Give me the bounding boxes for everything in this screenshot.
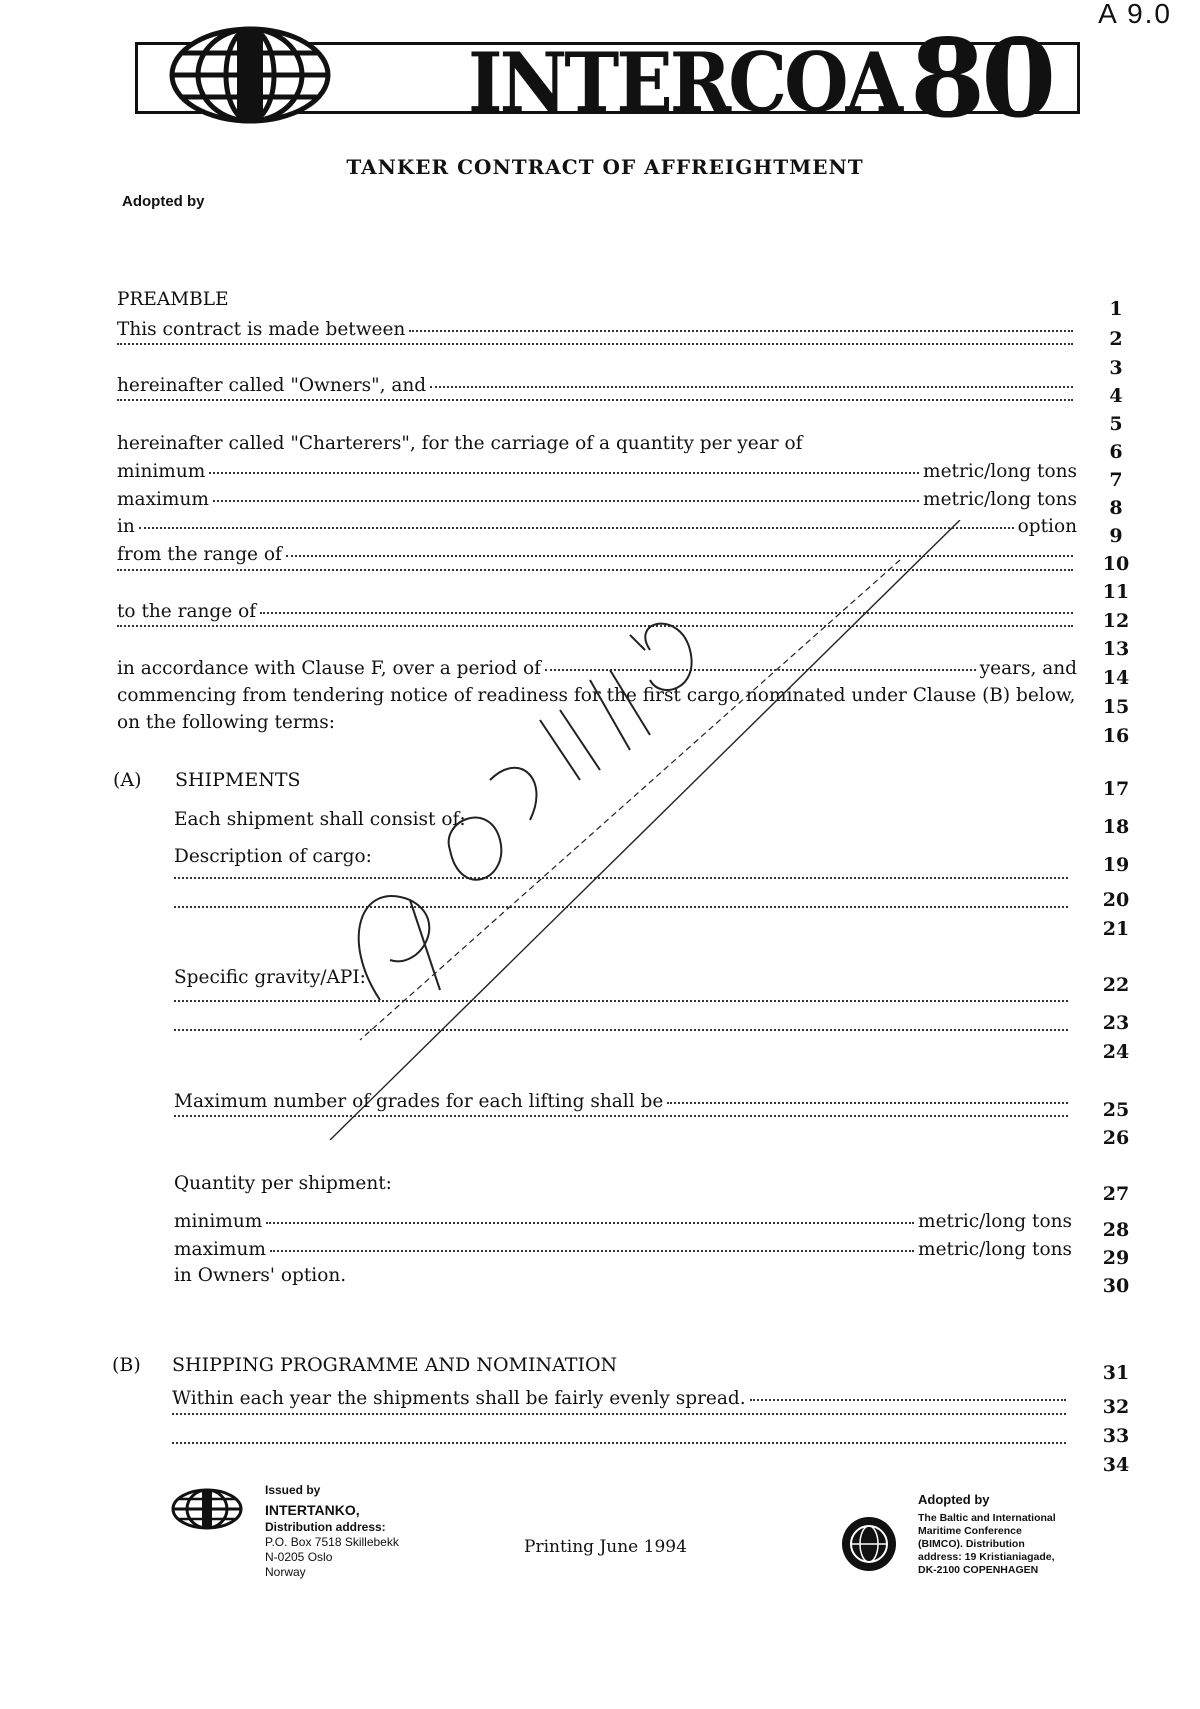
line-number: 13 xyxy=(1102,638,1130,660)
from-range-line: from the range of xyxy=(117,543,1077,567)
section-b-label: (B) xyxy=(112,1354,141,1376)
blank-line xyxy=(117,346,1077,348)
qty-maximum-line: maximum metric/long tons xyxy=(174,1239,1072,1260)
section-a-heading: SHIPMENTS xyxy=(175,769,301,791)
page-title: TANKER CONTRACT OF AFFREIGHTMENT xyxy=(346,155,864,179)
line-number: 17 xyxy=(1102,778,1130,800)
max-grades-line: Maximum number of grades for each lifting shall be xyxy=(174,1090,1072,1114)
bimco-line: The Baltic and International xyxy=(918,1512,1056,1524)
address-line: N-0205 Oslo xyxy=(265,1550,333,1564)
line-number: 24 xyxy=(1102,1041,1130,1063)
globe-logo-icon xyxy=(155,25,345,125)
line-number: 28 xyxy=(1102,1219,1130,1241)
line-number: 27 xyxy=(1102,1183,1130,1205)
brand-name: INTERCOA xyxy=(468,36,900,131)
intertanko-globe-icon xyxy=(170,1488,245,1530)
line-number: 12 xyxy=(1102,610,1130,632)
adopted-by-label: Adopted by xyxy=(122,193,205,210)
line-number: 31 xyxy=(1102,1362,1130,1384)
commencing-line: commencing from tendering notice of readiness for the first cargo nominated under Clause (B) below, xyxy=(117,685,1076,706)
owners-line: hereinafter called "Owners", and xyxy=(117,374,1077,398)
line-number: 23 xyxy=(1102,1012,1130,1034)
bimco-seal-icon xyxy=(840,1515,898,1573)
blank-line xyxy=(172,1416,1070,1418)
line-number: 16 xyxy=(1102,725,1130,747)
archive-scribble-icon xyxy=(300,520,1000,1140)
line-number: 4 xyxy=(1109,385,1123,407)
line-number: 1 xyxy=(1109,298,1123,320)
period-line: in accordance with Clause F, over a period of years, and xyxy=(117,658,1077,679)
quantity-line: Quantity per shipment: xyxy=(174,1173,392,1194)
address-line: P.O. Box 7518 Skillebekk xyxy=(265,1535,399,1549)
line-number: 5 xyxy=(1109,413,1123,435)
line-number: 11 xyxy=(1102,581,1130,603)
line-number: 6 xyxy=(1109,441,1123,463)
line-number: 10 xyxy=(1102,553,1130,575)
line-number: 2 xyxy=(1109,328,1123,350)
line-number: 19 xyxy=(1102,854,1130,876)
maximum-line: maximum metric/long tons xyxy=(117,489,1077,510)
edition-number: 80 xyxy=(910,16,1053,142)
line-number: 30 xyxy=(1102,1275,1130,1297)
printing-date: Printing June 1994 xyxy=(524,1537,687,1557)
bimco-line: Maritime Conference xyxy=(918,1525,1022,1537)
each-shipment-line: Each shipment shall consist of: xyxy=(174,809,466,830)
bimco-line: (BIMCO). Distribution xyxy=(918,1538,1025,1550)
line-number: 9 xyxy=(1109,525,1123,547)
blank-line xyxy=(172,1445,1070,1447)
footer-adopted-by: Adopted by xyxy=(918,1492,990,1507)
owners-option-line: in Owners' option. xyxy=(174,1265,347,1286)
form-code: A 9.0 xyxy=(1098,0,1172,29)
option-line: in option xyxy=(117,516,1077,537)
line-number: 25 xyxy=(1102,1099,1130,1121)
line-number: 29 xyxy=(1102,1247,1130,1269)
section-a-label: (A) xyxy=(113,769,142,791)
description-line: Description of cargo: xyxy=(174,846,372,867)
line-number: 14 xyxy=(1102,667,1130,689)
qty-minimum-line: minimum metric/long tons xyxy=(174,1211,1072,1232)
line-number: 26 xyxy=(1102,1127,1130,1149)
bimco-line: address: 19 Kristianiagade, xyxy=(918,1551,1055,1563)
made-between-line: This contract is made between xyxy=(117,318,1077,342)
distribution-label: Distribution address: xyxy=(265,1520,386,1534)
line-number: 3 xyxy=(1109,357,1123,379)
line-number: 20 xyxy=(1102,889,1130,911)
blank-line xyxy=(117,402,1077,404)
line-number: 32 xyxy=(1102,1396,1130,1418)
line-number: 21 xyxy=(1102,918,1130,940)
minimum-line: minimum metric/long tons xyxy=(117,461,1077,482)
line-number: 22 xyxy=(1102,974,1130,996)
line-number: 15 xyxy=(1102,696,1130,718)
terms-line: on the following terms: xyxy=(117,712,335,733)
to-range-line: to the range of xyxy=(117,600,1077,624)
charterers-line: hereinafter called "Charterers", for the carriage of a quantity per year of xyxy=(117,433,803,454)
line-number: 8 xyxy=(1109,497,1123,519)
line-number: 7 xyxy=(1109,469,1123,491)
spread-line: Within each year the shipments shall be fairly evenly spread. xyxy=(172,1387,1070,1411)
issued-by-label: Issued by xyxy=(265,1483,321,1497)
issuer-name: INTERTANKO, xyxy=(265,1502,360,1518)
section-b-heading: SHIPPING PROGRAMME AND NOMINATION xyxy=(172,1354,618,1376)
address-line: Norway xyxy=(265,1565,306,1579)
line-number: 34 xyxy=(1102,1454,1130,1476)
line-number: 18 xyxy=(1102,816,1130,838)
preamble-heading: PREAMBLE xyxy=(117,289,229,310)
bimco-line: DK-2100 COPENHAGEN xyxy=(918,1564,1039,1576)
gravity-line: Specific gravity/API: xyxy=(174,967,366,988)
line-number: 33 xyxy=(1102,1425,1130,1447)
